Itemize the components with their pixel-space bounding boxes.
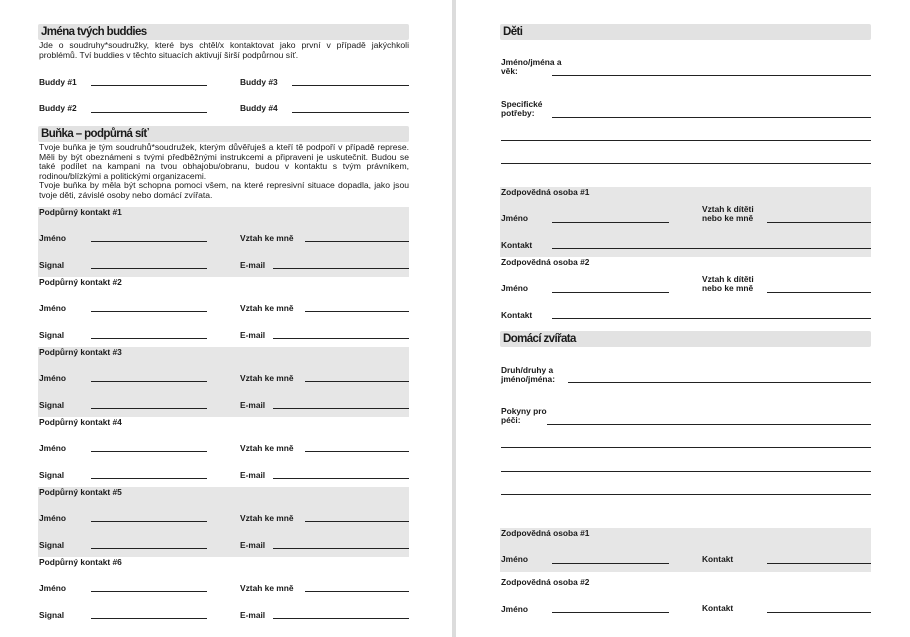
pets-responsible-1-contact-label: Kontakt (702, 554, 734, 564)
contact-6-signal-field[interactable] (91, 618, 207, 619)
pets-responsible-2-name-label: Jméno (501, 604, 528, 614)
pets-responsible-1-title: Zodpovědná osoba #1 (501, 528, 590, 538)
children-responsible-1-name-field[interactable] (552, 222, 669, 223)
pets-care-field-3[interactable] (501, 471, 871, 472)
pets-heading: Domácí zvířata (500, 331, 871, 347)
contact-6-name-label: Jméno (39, 583, 66, 593)
contact-5-email-field[interactable] (273, 548, 409, 549)
contact-1-signal-field[interactable] (91, 268, 207, 269)
buddy-1-label: Buddy #1 (39, 77, 77, 87)
pets-care-field-2[interactable] (501, 447, 871, 448)
contact-5-name-field[interactable] (91, 521, 207, 522)
contact-6-title: Podpůrný kontakt #6 (39, 557, 122, 567)
contact-3-email-field[interactable] (273, 408, 409, 409)
contact-4-email-field[interactable] (273, 478, 409, 479)
contact-1-name-label: Jméno (39, 233, 66, 243)
contact-4-relation-field[interactable] (305, 451, 409, 452)
children-responsible-1-contact-field[interactable] (552, 248, 871, 249)
contact-1-signal-label: Signal (39, 260, 65, 270)
pets-responsible-1-name-field[interactable] (552, 563, 669, 564)
contact-3-title: Podpůrný kontakt #3 (39, 347, 122, 357)
children-names-field[interactable] (552, 75, 871, 76)
contact-2-signal-field[interactable] (91, 338, 207, 339)
children-responsible-2-title: Zodpovědná osoba #2 (501, 257, 590, 267)
contact-1-band (38, 207, 409, 277)
children-responsible-2-name-label: Jméno (501, 283, 528, 293)
buddy-4-field[interactable] (292, 112, 409, 113)
pets-care-field-4[interactable] (501, 494, 871, 495)
contact-3-signal-label: Signal (39, 400, 65, 410)
contact-2-email-field[interactable] (273, 338, 409, 339)
children-responsible-2-contact-field[interactable] (552, 318, 871, 319)
pets-responsible-1-contact-field[interactable] (767, 563, 871, 564)
contact-6-relation-label: Vztah ke mně (240, 583, 294, 593)
contact-6-relation-field[interactable] (305, 591, 409, 592)
pets-responsible-2-contact-field[interactable] (767, 612, 871, 613)
buddies-heading: Jména tvých buddies (38, 24, 409, 40)
children-responsible-1-relation-label: Vztah k dítěti nebo ke mně (702, 204, 754, 223)
contact-1-relation-label: Vztah ke mně (240, 233, 294, 243)
buddy-3-label: Buddy #3 (240, 77, 278, 87)
contact-2-title: Podpůrný kontakt #2 (39, 277, 122, 287)
contact-1-email-label: E-mail (240, 260, 266, 270)
children-responsible-2-relation-field[interactable] (767, 292, 871, 293)
children-responsible-1-relation-field[interactable] (767, 222, 871, 223)
contact-3-band (38, 347, 409, 417)
contact-5-signal-label: Signal (39, 540, 65, 550)
contact-6-email-field[interactable] (273, 618, 409, 619)
right-page (456, 0, 910, 637)
contact-5-relation-field[interactable] (305, 521, 409, 522)
contact-5-name-label: Jméno (39, 513, 66, 523)
children-heading: Děti (500, 24, 871, 40)
buddy-2-field[interactable] (91, 112, 207, 113)
children-responsible-2-contact-label: Kontakt (501, 310, 533, 320)
cell-heading: Buňka – podpůrná síť (38, 126, 409, 142)
buddy-1-field[interactable] (91, 85, 207, 86)
contact-3-name-label: Jméno (39, 373, 66, 383)
contact-1-relation-field[interactable] (305, 241, 409, 242)
contact-1-name-field[interactable] (91, 241, 207, 242)
contact-4-name-label: Jméno (39, 443, 66, 453)
children-needs-field-2[interactable] (501, 140, 871, 141)
pets-responsible-1-name-label: Jméno (501, 554, 528, 564)
contact-3-name-field[interactable] (91, 381, 207, 382)
contact-4-name-field[interactable] (91, 451, 207, 452)
buddy-4-label: Buddy #4 (240, 103, 278, 113)
children-needs-field-1[interactable] (552, 117, 871, 118)
cell-paragraph-1: Tvoje buňka je tým soudruhů*soudružek, kterým důvěřuješ a kteří tě podpoří v případě represe. Měli by být obeznámeni s tvými předběžnými instrukcemi a připraveni je uskutečnit. Budou se také podílet na kampani na tvou obhajobu/obranu, budou v kontaktu s tvým právníkem, rodinou/blízkými a politickými organizacemi. (39, 142, 409, 181)
left-page (0, 0, 452, 637)
cell-paragraph-2: Tvoje buňka by měla být schopna pomoci všem, na které represivní situace dopadla, jako jsou tvoje děti, závislé osoby nebo domácí zvířata. (39, 180, 409, 200)
contact-6-signal-label: Signal (39, 610, 65, 620)
pets-responsible-2-name-field[interactable] (552, 612, 669, 613)
contact-4-signal-field[interactable] (91, 478, 207, 479)
contact-5-email-label: E-mail (240, 540, 266, 550)
contact-4-relation-label: Vztah ke mně (240, 443, 294, 453)
contact-1-email-field[interactable] (273, 268, 409, 269)
contact-3-relation-label: Vztah ke mně (240, 373, 294, 383)
children-responsible-1-name-label: Jméno (501, 213, 528, 223)
contact-5-signal-field[interactable] (91, 548, 207, 549)
contact-3-relation-field[interactable] (305, 381, 409, 382)
contact-3-signal-field[interactable] (91, 408, 207, 409)
contact-3-email-label: E-mail (240, 400, 266, 410)
pets-type-field[interactable] (568, 382, 871, 383)
contact-5-band (38, 487, 409, 557)
children-responsible-2-name-field[interactable] (552, 292, 669, 293)
pets-care-label: Pokyny pro péči: (501, 406, 547, 425)
contact-2-name-field[interactable] (91, 311, 207, 312)
contact-4-signal-label: Signal (39, 470, 65, 480)
buddy-2-label: Buddy #2 (39, 103, 77, 113)
contact-2-signal-label: Signal (39, 330, 65, 340)
contact-5-title: Podpůrný kontakt #5 (39, 487, 122, 497)
buddy-3-field[interactable] (292, 85, 409, 86)
pets-type-label: Druh/druhy a jméno/jména: (501, 365, 555, 384)
contact-2-name-label: Jméno (39, 303, 66, 313)
contact-6-name-field[interactable] (91, 591, 207, 592)
contact-4-email-label: E-mail (240, 470, 266, 480)
buddies-description: Jde o soudruhy*soudružky, které bys chtěl/x kontaktovat jako první v případě jakýchkoli problémů. Tví buddies v těchto situacích aktivují širší podpůrnou síť. (39, 40, 409, 60)
children-names-label: Jméno/jména a věk: (501, 57, 562, 76)
children-responsible-1-contact-label: Kontakt (501, 240, 533, 250)
pets-responsible-2-title: Zodpovědná osoba #2 (501, 577, 590, 587)
children-responsible-2-relation-label: Vztah k dítěti nebo ke mně (702, 274, 754, 293)
contact-4-title: Podpůrný kontakt #4 (39, 417, 122, 427)
children-needs-field-3[interactable] (501, 163, 871, 164)
contact-2-relation-field[interactable] (305, 311, 409, 312)
pets-responsible-2-contact-label: Kontakt (702, 603, 734, 613)
contact-2-email-label: E-mail (240, 330, 266, 340)
contact-2-relation-label: Vztah ke mně (240, 303, 294, 313)
contact-5-relation-label: Vztah ke mně (240, 513, 294, 523)
pets-care-field-1[interactable] (547, 424, 871, 425)
contact-1-title: Podpůrný kontakt #1 (39, 207, 122, 217)
children-responsible-1-title: Zodpovědná osoba #1 (501, 187, 590, 197)
contact-6-email-label: E-mail (240, 610, 266, 620)
children-needs-label: Specifické potřeby: (501, 99, 543, 118)
